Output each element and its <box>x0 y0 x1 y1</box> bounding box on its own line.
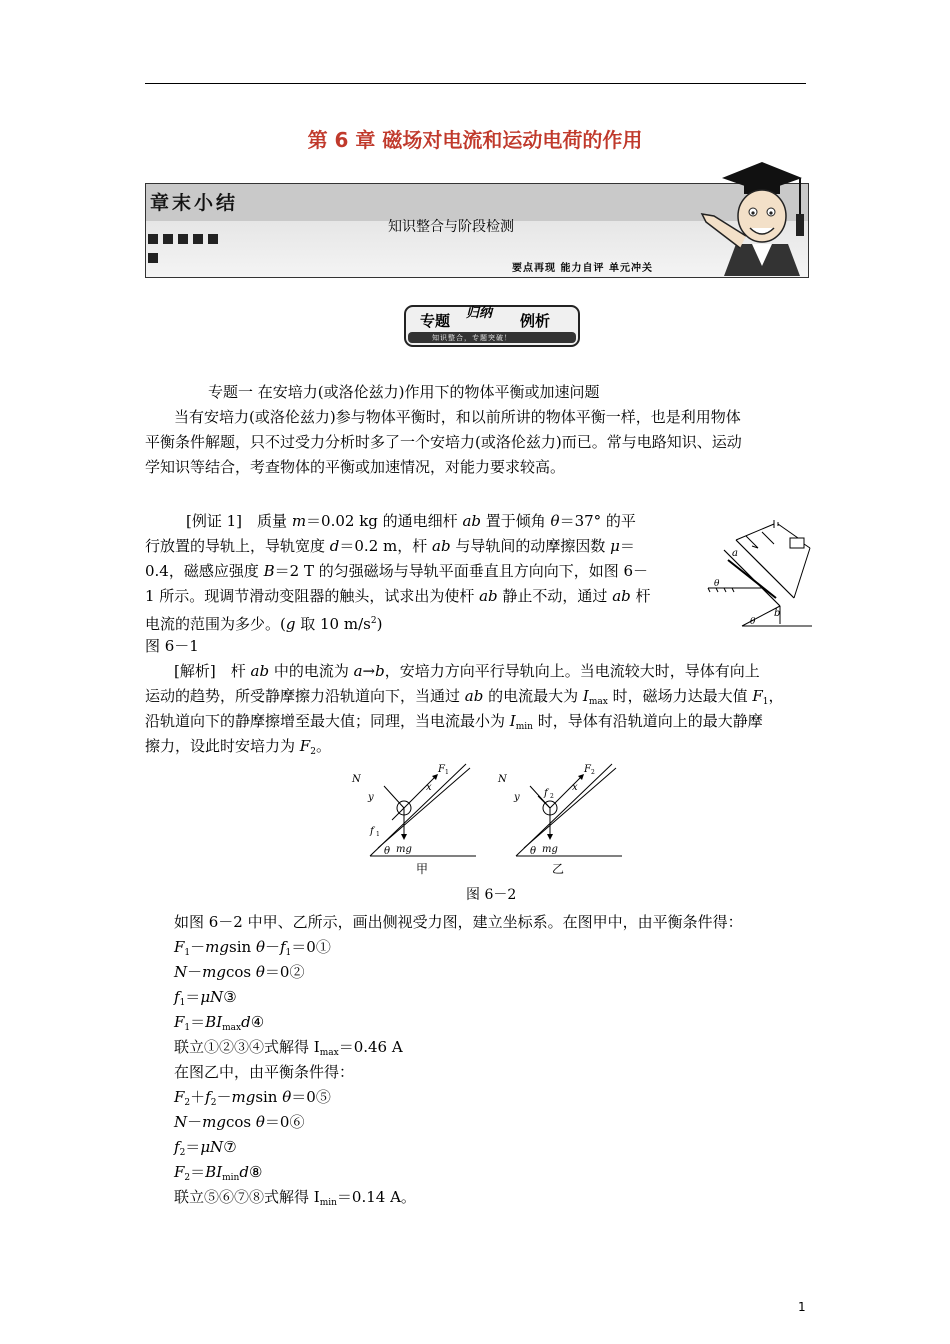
eq-7: $f_2=\mu N⑦$ <box>174 1138 237 1158</box>
example-line-4: 1 所示。现调节滑动变阻器的触头，试求出为使杆 ab 静止不动，通过 ab 杆 <box>145 587 651 605</box>
example-line-2: 行放置的导轨上，导轨宽度 d＝0.2 m，杆 ab 与导轨间的动摩擦因数 μ＝ <box>145 537 635 555</box>
analysis-line-3: 沿轨道向下的静摩擦增至最大值；同理，当电流最小为 $I_{min}$ 时，导体有沿轨道向上的最大静摩 <box>145 712 763 732</box>
eq-8: $F_2=BI_{min}d⑧$ <box>174 1163 263 1183</box>
svg-text:b: b <box>774 608 781 619</box>
intro-line-1: 当有安培力(或洛伦兹力)参与物体平衡时，和以前所讲的物体平衡一样，也是利用物体 <box>174 408 741 426</box>
example-label: [例证 1] <box>186 512 243 530</box>
svg-text:N: N <box>498 774 507 785</box>
svg-text:1: 1 <box>445 769 449 776</box>
eq-4: $F_1=BI_{max}d④$ <box>174 1013 265 1033</box>
eq-5: $F_2+f_2-mgsin$ θ＝0⑤ <box>174 1088 331 1108</box>
page-number: 1 <box>798 1300 806 1314</box>
analysis-line-2: 运动的趋势，所受静摩擦力沿轨道向下，当通过 ab 的电流最大为 $I_{max}$ 时，磁场力达最大值 $F_1$， <box>145 687 784 707</box>
fig2-caption: 图 6－2 <box>466 887 517 903</box>
svg-text:F: F <box>438 764 445 775</box>
svg-text:mg: mg <box>542 844 558 855</box>
banner-subtitle: 知识整合与阶段检测 <box>388 219 514 235</box>
svg-text:f: f <box>370 826 374 837</box>
svg-text:2: 2 <box>591 769 595 776</box>
example-line-1: [例证 1] 质量 m＝0.02 kg 的通电细杆 ab 置于倾角 θ＝37° 的平 <box>186 512 636 530</box>
svg-text:1: 1 <box>376 831 380 838</box>
mid-text: 在图乙中，由平衡条件得： <box>174 1063 355 1081</box>
analysis-line-4: 擦力，设此时安培力为 $F_2$。 <box>145 737 331 757</box>
svg-text:y: y <box>368 792 374 803</box>
eq-6: N－mgcos θ＝0⑥ <box>174 1113 305 1131</box>
badge-left: 专题 <box>420 312 451 330</box>
svg-text:f: f <box>544 788 548 799</box>
banner-title: 章末小结 <box>150 192 239 214</box>
svg-text:θ: θ <box>530 846 537 857</box>
intro-line-2: 平衡条件解题，只不过受力分析时多了一个安培力(或洛伦兹力)而已。常与电路知识、运动 <box>145 433 742 451</box>
svg-text:mg: mg <box>396 844 412 855</box>
result-1: 联立①②③④式解得 $I_{max}=0.46$ A <box>174 1038 403 1058</box>
banner-squares <box>148 229 234 239</box>
topic-heading: 专题一 在安培力(或洛伦兹力)作用下的物体平衡或加速问题 <box>208 383 600 401</box>
fig2-label-right: 乙 <box>552 862 565 876</box>
svg-text:2: 2 <box>550 793 554 800</box>
fig1-caption: 图 6－1 <box>145 637 199 655</box>
example-line-3: 0.4，磁感应强度 B＝2 T 的匀强磁场与导轨平面垂直且方向向下，如图 6－ <box>145 562 649 580</box>
intro-line-3: 学知识等结合，考查物体的平衡或加速情况，对能力要求较高。 <box>145 458 566 476</box>
eq-2: N－mgcos θ＝0② <box>174 963 305 981</box>
svg-text:θ: θ <box>714 579 720 589</box>
example-line-5: 电流的范围为多少。(g 取 10 $m/s^2$) <box>145 615 383 633</box>
result-2: 联立⑤⑥⑦⑧式解得 $I_{min}=0.14$ A。 <box>174 1188 416 1208</box>
eq-3: $f_1=\mu N③$ <box>174 988 237 1008</box>
analysis-line-1: [解析] 杆 ab 中的电流为 a→b，安培力方向平行导轨向上。当电流较大时，导体有向上 <box>174 662 760 680</box>
fig2-label-left: 甲 <box>416 862 429 876</box>
svg-text:a: a <box>732 548 738 559</box>
svg-text:N: N <box>352 774 361 785</box>
svg-text:θ: θ <box>384 846 391 857</box>
teacher-cartoon-icon <box>700 156 812 276</box>
svg-text:x: x <box>572 782 578 793</box>
body-intro: 如图 6－2 中甲、乙所示，画出侧视受力图，建立坐标系。在图甲中，由平衡条件得： <box>174 913 743 931</box>
figure-6-2-diagram <box>340 760 630 878</box>
svg-text:F: F <box>584 764 591 775</box>
svg-text:θ: θ <box>750 617 756 627</box>
badge-right: 例析 <box>520 312 551 330</box>
svg-text:x: x <box>426 782 432 793</box>
svg-text:y: y <box>514 792 520 803</box>
figure-6-1-diagram <box>702 518 814 632</box>
banner-footer: 要点再现 能力自评 单元冲关 <box>512 263 653 274</box>
badge-mid: 归纳 <box>466 306 493 321</box>
chapter-title: 第 6 章 磁场对电流和运动电荷的作用 <box>307 128 643 152</box>
eq-1: $F_1-mgsin$ $\theta-f_1=0①$ <box>174 938 331 958</box>
header-rule <box>145 83 806 84</box>
analysis-label: [解析] <box>174 662 216 680</box>
badge-tagline: 知识整合，专题突破！ <box>432 334 512 342</box>
